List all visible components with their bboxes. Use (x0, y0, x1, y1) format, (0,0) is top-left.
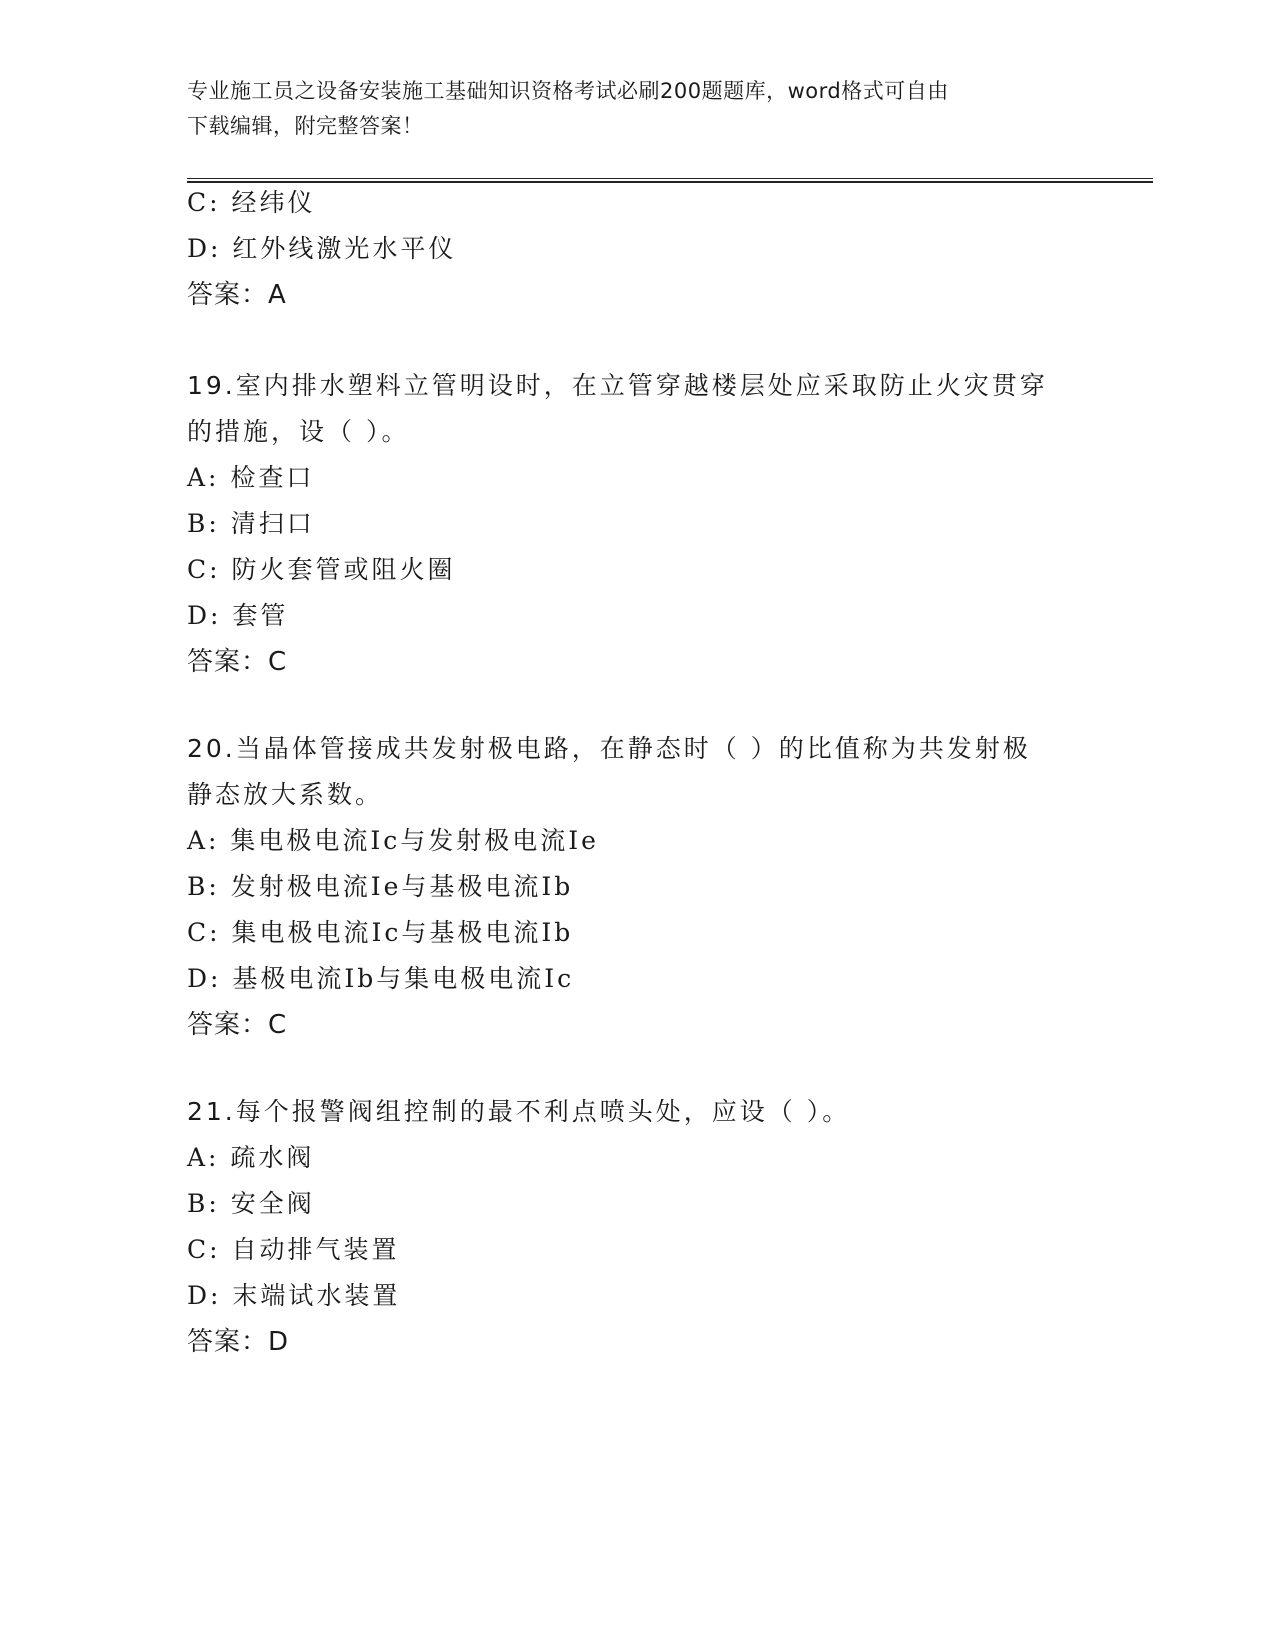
header-line-1: 专业施工员之设备安装施工基础知识资格考试必刷200题题库，word格式可自由 (187, 79, 949, 103)
header-line-2: 下载编辑，附完整答案！ (187, 114, 424, 138)
question-stem-line: 20.当晶体管接成共发射极电路，在静态时（ ）的比值称为共发射极 (187, 734, 1031, 763)
page-header (187, 74, 1067, 144)
option-b: B: 清扫口 (187, 509, 315, 538)
question-20 (187, 726, 1087, 1048)
question-stem-line: 的措施，设（ ）。 (187, 417, 410, 446)
option-c: C: 防火套管或阻火圈 (187, 555, 456, 584)
option-d: D: 红外线激光水平仪 (187, 234, 457, 263)
question-stem-line: 19.室内排水塑料立管明设时，在立管穿越楼层处应采取防止火灾贯穿 (187, 371, 1048, 400)
question-19 (187, 363, 1087, 685)
option-a: A: 疏水阀 (187, 1143, 315, 1172)
option-c: C: 经纬仪 (187, 188, 316, 217)
answer-line: 答案：A (187, 280, 287, 310)
question-18-continuation (187, 180, 1087, 318)
option-c: C: 集电极电流Ic与基极电流Ib (187, 918, 574, 947)
option-d: D: 基极电流Ib与集电极电流Ic (187, 964, 575, 993)
question-stem-line: 静态放大系数。 (187, 780, 384, 809)
option-d: D: 套管 (187, 601, 289, 630)
option-d: D: 末端试水装置 (187, 1281, 401, 1310)
answer-line: 答案：C (187, 647, 288, 677)
question-21 (187, 1089, 1087, 1365)
option-b: B: 安全阀 (187, 1189, 315, 1218)
answer-line: 答案：D (187, 1327, 290, 1357)
option-a: A: 集电极电流Ic与发射极电流Ie (187, 826, 599, 855)
answer-line: 答案：C (187, 1010, 288, 1040)
option-b: B: 发射极电流Ie与基极电流Ib (187, 872, 574, 901)
option-a: A: 检查口 (187, 463, 315, 492)
option-c: C: 自动排气装置 (187, 1235, 400, 1264)
question-stem-line: 21.每个报警阀组控制的最不利点喷头处，应设（ ）。 (187, 1097, 851, 1126)
